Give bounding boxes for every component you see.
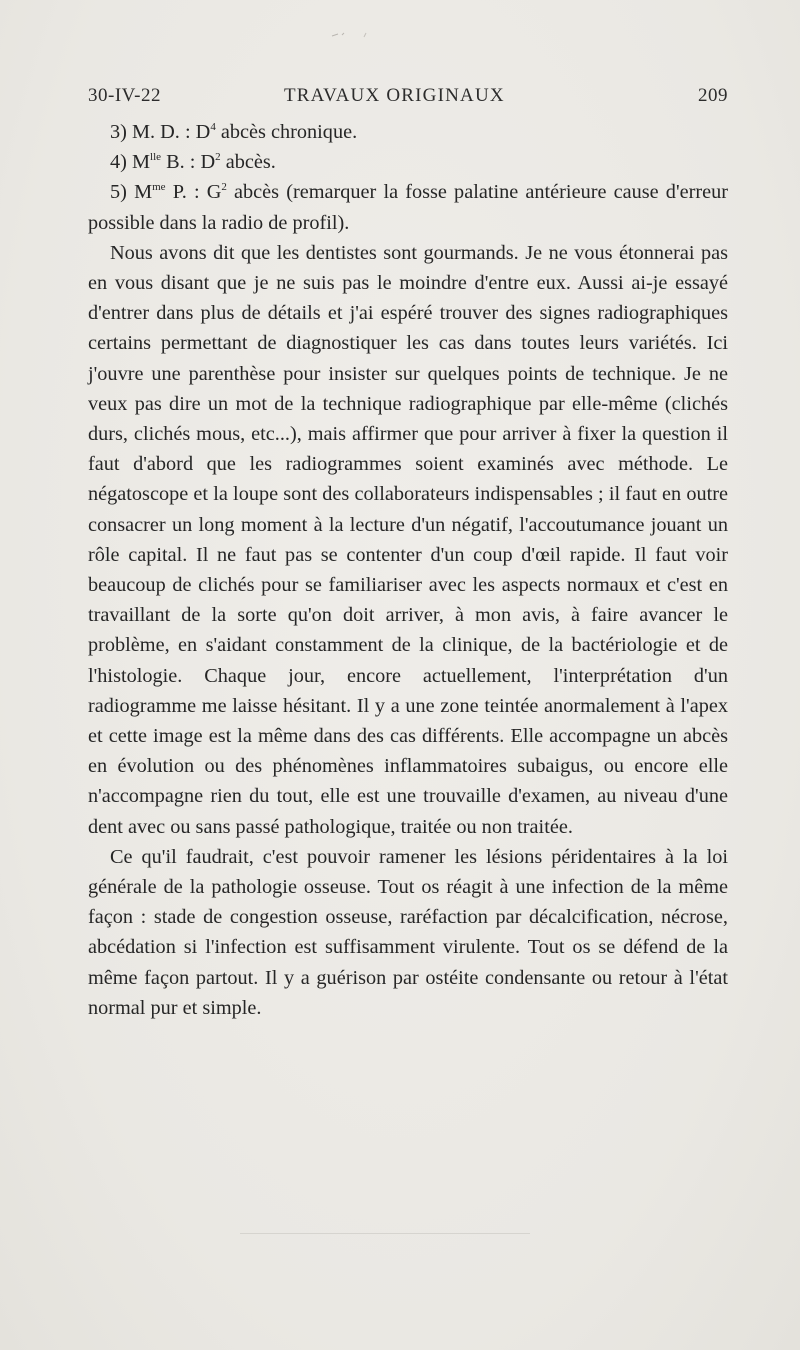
running-header [88,85,728,113]
paragraph-2: Ce qu'il faudrait, c'est pouvoir ramener les lésions péridentaires à la loi générale de la pathologie osseuse. Tout os réagit à une infection de la même façon : stade de congestion osseuse, raréfaction par décalcification, nécrose, abcédation si l'infection est suffisamment virulente. Tout os se défend de la même façon partout. Il y a guérison par ostéite condensante ou retour à l'état normal pur et simple. [88,845,728,1019]
scan-speck [330,30,370,40]
list-item-5: 5) $M^{me}$ P. : $G^2$ abcès (remarquer la fosse palatine antérieure cause d'erreur possible dans la radio de profil). [88,181,728,234]
bottom-rule [240,1233,530,1234]
list-item-3: 3) M. D. : $D^4$ abcès chronique. [110,121,358,143]
header-title: TRAVAUX ORIGINAUX [284,85,505,106]
list-item-4: 4) $M^{lle}$ B. : $D^2$ abcès. [110,151,276,174]
header-date: 30-IV-22 [88,85,161,106]
paragraph-1: Nous avons dit que les dentistes sont gourmands. Je ne vous étonnerai pas en vous disant que je ne suis pas le moindre d'entre eux. Aussi ai-je essayé d'entrer dans plus de détails et j'ai espéré trouver des signes radiographiques certains permettant de diagnostiquer les cas dans toutes leurs variétés. Ici j'ouvre une parenthèse pour insister sur quelques points de technique. Je ne veux pas dire un mot de la technique radiographique par elle-même (clichés durs, clichés mous, etc...), mais affirmer que pour arriver à fixer la question il faut d'abord que les radiogrammes soient examinés avec méthode. Le négatoscope et la loupe sont des collaborateurs indispensables ; il faut en outre consacrer un long moment à la lecture d'un négatif, l'accoutumance jouant un rôle capital. Il ne faut pas se contenter d'un coup d'œil rapide. Il faut voir beaucoup de clichés pour se familiariser avec les aspects normaux et c'est en travaillant de la sorte qu'on doit arriver, à mon avis, à faire avancer le problème, en s'aidant constamment de la clinique, de la bactériologie et de l'histologie. Chaque jour, encore actuellement, l'interprétation d'un radiogramme me laisse hésitant. Il y a une zone teintée anormalement à l'apex et cette image est la même dans des cas différents. Elle accompagne un abcès en évolution ou des phénomènes inflammatoires subaigus, ou encore elle n'accompagne rien du tout, elle est une trouvaille d'examen, au niveau d'une dent avec ou sans passé pathologique, traitée ou non traitée. [88,241,728,838]
page-number: 209 [698,85,728,106]
body-text [88,117,728,1023]
